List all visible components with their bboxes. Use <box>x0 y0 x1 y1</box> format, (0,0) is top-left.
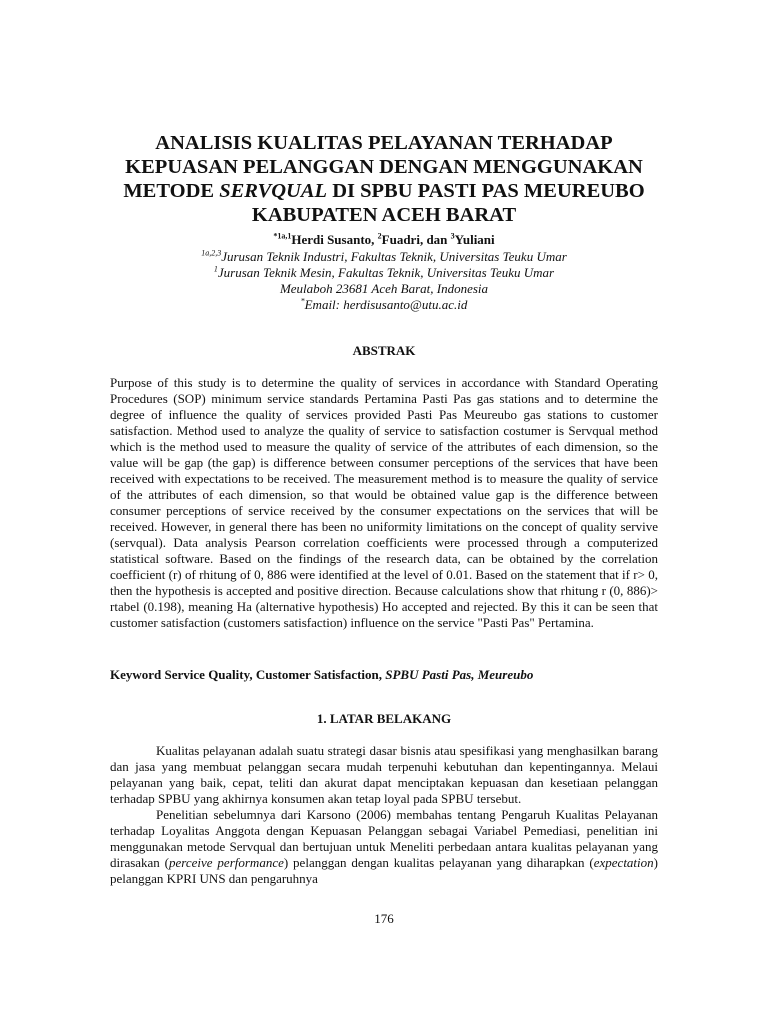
author-1: Herdi Susanto, <box>291 232 378 247</box>
para2-italic-2: expectation <box>593 855 654 870</box>
affiliation-1-text: Jurusan Teknik Industri, Fakultas Teknik, Universitas Teuku Umar <box>221 249 567 264</box>
title-line-4: KABUPATEN ACEH BARAT <box>251 204 517 226</box>
paper-title <box>60 131 708 227</box>
affiliation-1-mark: 1a,2,3 <box>201 248 222 258</box>
title-line-3 <box>60 179 708 203</box>
title-method-italic: SERVQUAL <box>219 180 328 202</box>
body-paragraph-2 <box>110 807 658 887</box>
affiliation-2-text: Jurusan Teknik Mesin, Fakultas Teknik, Universitas Teuku Umar <box>217 265 555 280</box>
abstract-heading: ABSTRAK <box>352 343 416 358</box>
title-line-3-pre: METODE <box>123 180 220 202</box>
page-number: 176 <box>374 911 394 926</box>
body-paragraph-1: Kualitas pelayanan adalah suatu strategi dasar bisnis atau spesifikasi yang menghasilkan barang dan jasa yang membuat pelanggan secara mudah terpenuhi kebutuhan dan kepentingannya. Melaui pelayanan yang baik, cepat, teliti dan akurat dapat menciptakan kepuasan dan kesetiaan pelanggan terhadap SPBU yang akhirnya konsumen akan tetap loyal pada SPBU tersebut. <box>110 743 658 806</box>
para2-part-c: ) pelanggan KPRI UNS dan pengaruhnya <box>110 855 658 886</box>
title-line-2: KEPUASAN PELANGGAN DENGAN MENGGUNAKAN <box>125 156 643 178</box>
affiliation-2 <box>0 265 768 281</box>
affiliation-1 <box>0 249 768 265</box>
affiliations <box>0 249 768 313</box>
affiliation-2-mark: 1 <box>213 264 218 274</box>
affiliation-address: Meulaboh 23681 Aceh Barat, Indonesia <box>279 281 489 296</box>
para2-part-b: ) pelanggan dengan kualitas pelayanan yang diharapkan ( <box>283 855 594 870</box>
author-3-mark: 3 <box>450 231 455 241</box>
para2-part-a: Penelitian sebelumnya dari Karsono (2006) membahas tentang Pengaruh Kualitas Pelayanan terhadap Loyalitas Anggota dengan Kepuasan Pelanggan sebagai Variabel Pemediasi, penelitian ini menggunakan metode Servqual dan bertujuan untuk Meneliti perbedaan antara kualitas pelayanan yang dirasakan ( <box>110 807 658 870</box>
title-line-3-post: DI SPBU PASTI PAS MEUREUBO <box>327 180 645 202</box>
author-3: Yuliani <box>454 232 495 247</box>
affiliation-email <box>0 297 768 313</box>
abstract-text: Purpose of this study is to determine the quality of services in accordance with Standard Operating Procedures (SOP) minimum service standards Pertamina Pasti Pas gas stations and to determine the degree of influence the quality of services provided Pasti Pas Meureubo gas stations to customer satisfaction. Method used to analyze the quality of service to satisfaction costumer is Servqual method which is the method used to measure the quality of service of the attributes of each dimension, so the value will be gap (the gap) is difference between consumer perceptions of the services that have been received with expectations to be received. The measurement method is to measure the quality of service of the attributes of each dimension, so that would be obtained value gap is the difference between consumer perceptions of service received by the consumer expectations on the services that will be received. However, in general there has been no uniformity limitations on the concept of quality servive (servqual). Data analysis Pearson correlation coefficients were processed through a computerized statistical software. Based on the findings of the research data, can be obtained by the correlation coefficient (r) of rhitung of 0, 886 were identified at the level of 0.01. Based on the statement that if r> 0, then the hypothesis is accepted and positive direction. Because calculations show that rhitung r (0, 886)> rtabel (0.198), meaning Ha (alternative hypothesis) Ho accepted and rejected. By this it can be seen that customer satisfaction (customers satisfaction) influence on the service "Pasti Pas" Pertamina. <box>110 375 658 630</box>
section-body <box>110 743 658 887</box>
keywords-bold: Keyword Service Quality, Customer Satisfaction, <box>110 667 386 682</box>
author-2-mark: 2 <box>377 231 382 241</box>
section-heading-latar-belakang: 1. LATAR BELAKANG <box>316 711 452 726</box>
author-list <box>0 232 768 248</box>
title-line-1: ANALISIS KUALITAS PELAYANAN TERHADAP <box>155 132 613 154</box>
keywords-italic: SPBU Pasti Pas, Meureubo <box>385 667 534 682</box>
email-text: Email: herdisusanto@utu.ac.id <box>304 297 468 312</box>
email-mark: * <box>300 296 305 306</box>
author-1-mark: *1a,1 <box>273 231 292 241</box>
keywords <box>110 667 658 683</box>
author-2: Fuadri, dan <box>381 232 451 247</box>
para2-italic-1: perceive performance <box>169 855 284 870</box>
